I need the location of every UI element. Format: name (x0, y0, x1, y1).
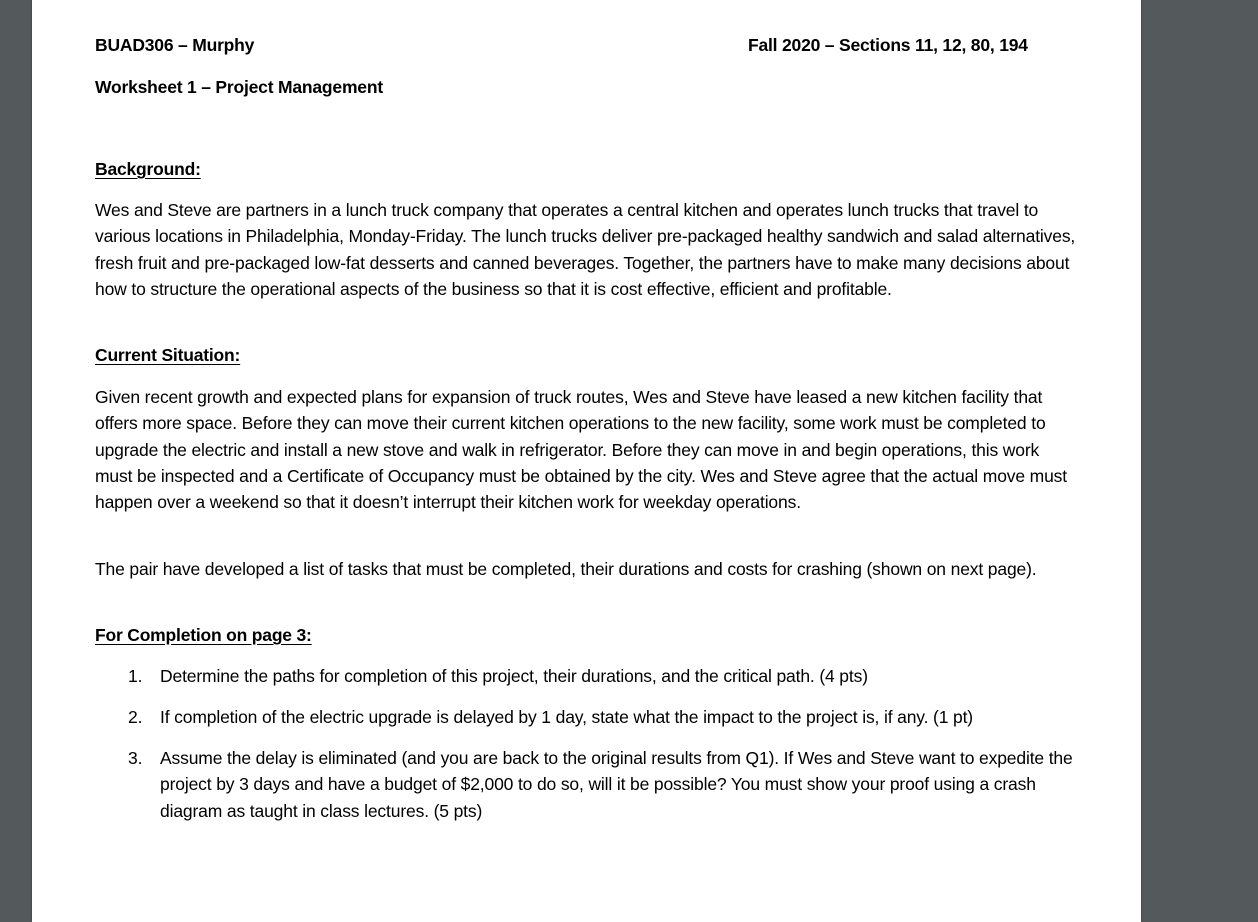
list-item-text: If completion of the electric upgrade is delayed by 1 day, state what the impact to the project is, if any. (1 pt) (160, 706, 973, 727)
completion-heading: For Completion on page 3: (95, 625, 312, 645)
current-situation-heading: Current Situation: (95, 345, 241, 365)
list-item-text: Assume the delay is eliminated (and you are back to the original results from Q1). If Wes and Steve want to expedite the project by 3 days and have a budget of $2,000 to do so, will it be possible? You must show your proof using a crash diagram as taught in class lectures. (5 pts) (160, 747, 1073, 821)
question-list (95, 663, 1080, 839)
tasks-paragraph: The pair have developed a list of tasks that must be completed, their durations and costs for crashing (shown on next page). (95, 559, 1037, 579)
list-item-number: 1. (128, 666, 143, 686)
worksheet-title: Worksheet 1 – Project Management (95, 77, 383, 97)
background-paragraph: Wes and Steve are partners in a lunch truck company that operates a central kitchen and operates lunch trucks that travel to various locations in Philadelphia, Monday-Friday. The lunch trucks deliver pre-packaged healthy sandwich and salad alternatives, fresh fruit and pre-packaged low-fat desserts and canned beverages. Together, the partners have to make many decisions about how to structure the operational aspects of the business so that it is cost effective, efficient and profitable. (95, 200, 1076, 299)
document-page (32, 0, 1141, 922)
current-situation-paragraph: Given recent growth and expected plans for expansion of truck routes, Wes and Steve have leased a new kitchen facility that offers more space. Before they can move their current kitchen operations to the new facility, some work must be completed to upgrade the electric and install a new stove and walk in refrigerator. Before they can move in and begin operations, this work must be inspected and a Certificate of Occupancy must be obtained by the city. Wes and Steve agree that the actual move must happen over a weekend so that it doesn’t interrupt their kitchen work for weekday operations. (95, 387, 1067, 513)
list-item-number: 2. (128, 706, 143, 727)
list-item (95, 745, 1080, 824)
list-item-number: 3. (128, 747, 143, 768)
term-header: Fall 2020 – Sections 11, 12, 80, 194 (748, 35, 1028, 55)
list-item (95, 704, 1080, 730)
list-item (95, 663, 1080, 689)
background-heading: Background: (95, 159, 201, 179)
course-header: BUAD306 – Murphy (95, 35, 255, 55)
list-item-text: Determine the paths for completion of this project, their durations, and the critical path. (4 pts) (160, 666, 868, 686)
